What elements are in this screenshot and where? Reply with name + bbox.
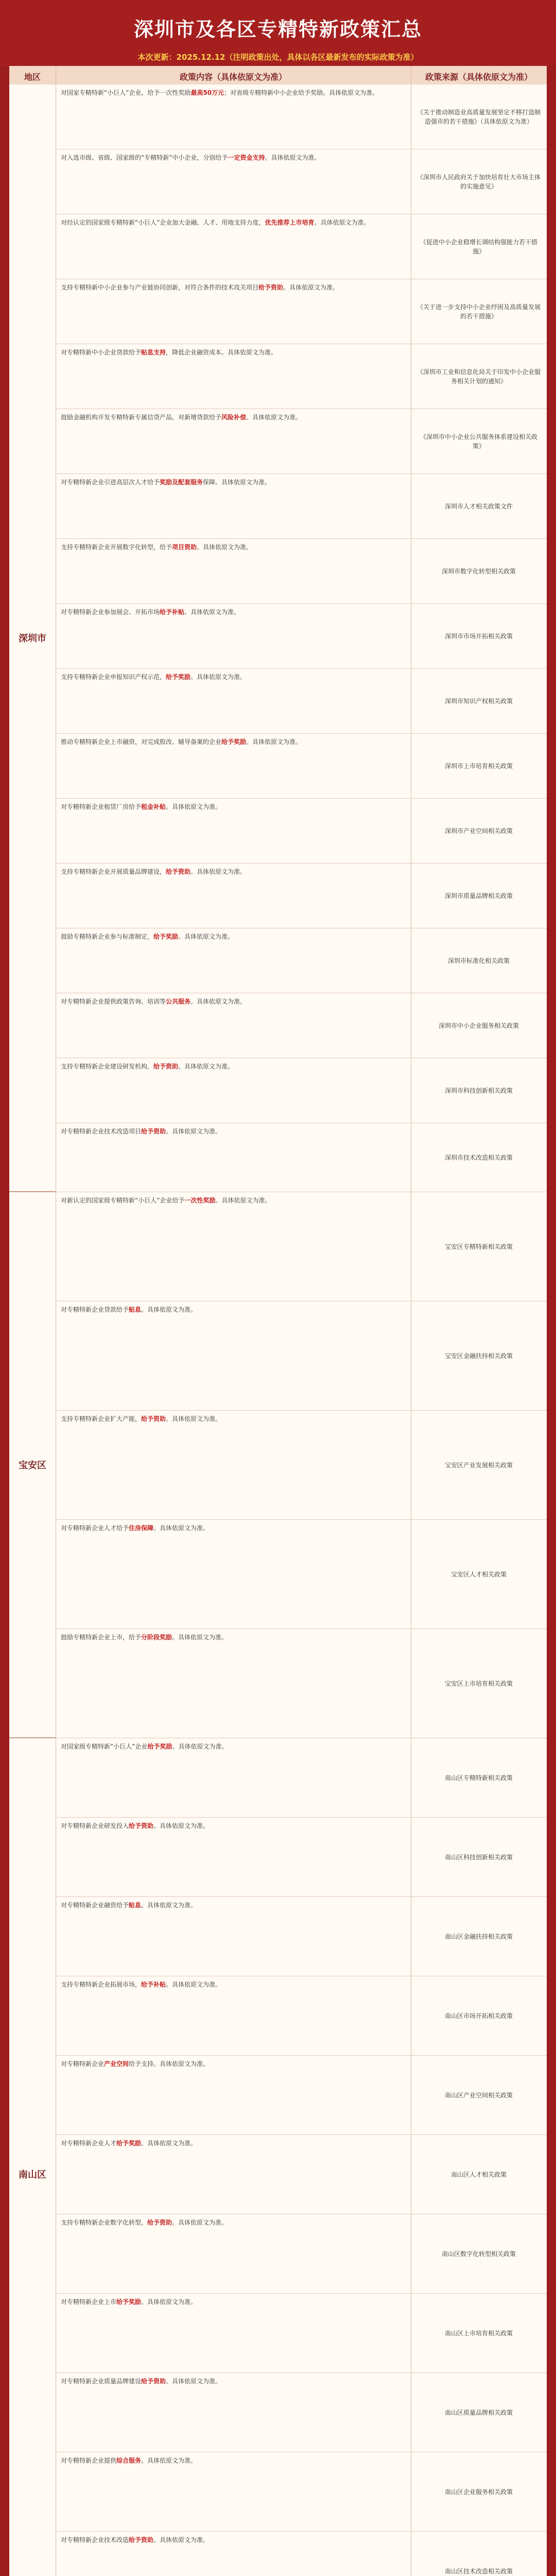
- policy-source: 南山区科技创新相关政策: [444, 1853, 513, 1861]
- policy-source: 宝安区产业发展相关政策: [444, 1461, 513, 1469]
- policy-row: [56, 1411, 547, 1520]
- policy-text: 鼓励专精特新企业参与标准制定，给予奖励。具体依原文为准。: [61, 933, 234, 940]
- policy-source: 南山区企业服务相关政策: [444, 2488, 513, 2496]
- policy-row: [56, 928, 547, 993]
- policy-source: 南山区市场开拓相关政策: [444, 2012, 513, 2020]
- policy-row: [56, 993, 547, 1058]
- header-source: 政策来源（具体依原文为准）: [425, 72, 532, 82]
- policy-source: 南山区专精特新相关政策: [444, 1774, 513, 1782]
- policy-text: 对国家专精特新“小巨人”企业，给予一次性奖励最高50万元；对省级专精特新中小企业给予奖励。具体依原文为准。: [61, 89, 379, 96]
- policy-text: 对专精特新企业引进高层次人才给予奖励及配套服务保障。具体依原文为准。: [61, 479, 271, 486]
- policy-highlight: 给予奖励: [116, 2140, 142, 2147]
- policy-highlight: 给予补贴: [141, 1981, 166, 1988]
- policy-source: 南山区金融扶持相关政策: [444, 1933, 513, 1940]
- policy-highlight: 租金补贴: [141, 803, 166, 810]
- policy-text: 对专精特新企业融资给予贴息。具体依原文为准。: [61, 1902, 197, 1909]
- policy-source: 南山区技术改造相关政策: [444, 2567, 513, 2575]
- policy-source: 《深圳市中小企业公共服务体系建设相关政策》: [420, 433, 537, 450]
- policy-source: 《深圳市工业和信息化局关于印发中小企业服务相关计划的通知》: [417, 368, 541, 385]
- region-cell: 深圳市: [9, 84, 56, 1192]
- policy-highlight: 一次性奖励: [184, 1197, 216, 1204]
- policy-row: [56, 539, 547, 604]
- policy-row: [56, 1520, 547, 1629]
- policy-text: 对专精特新企业租赁厂房给予租金补贴。具体依原文为准。: [61, 803, 222, 810]
- policy-table: [9, 66, 547, 2576]
- policy-source: 深圳市标准化相关政策: [447, 957, 510, 964]
- policy-source: 深圳市产业空间相关政策: [444, 827, 513, 835]
- policy-highlight: 公共服务: [166, 998, 191, 1005]
- policy-text: 对专精特新企业参加展会、开拓市场给予补贴。具体依原文为准。: [61, 608, 240, 616]
- page-title: 深圳市及各区专精特新政策汇总: [133, 18, 422, 41]
- policy-source: 南山区人才相关政策: [450, 2171, 507, 2178]
- policy-text: 对专精特新企业技术改造给予资助。具体依原文为准。: [61, 2536, 210, 2544]
- policy-text: 对专精特新企业人才给予奖励。具体依原文为准。: [61, 2140, 197, 2147]
- policy-text: 支持专精特新企业数字化转型，给予资助。具体依原文为准。: [61, 2219, 228, 2226]
- policy-text: 对专精特新中小企业贷款给予贴息支持，降低企业融资成本。具体依原文为准。: [61, 349, 277, 356]
- policy-highlight: 给予资助: [153, 1063, 179, 1070]
- policy-highlight: 分阶段奖励: [141, 1634, 172, 1641]
- policy-source: 深圳市市场开拓相关政策: [444, 632, 513, 640]
- policy-row: [56, 2214, 547, 2294]
- policy-row: [56, 1192, 547, 1301]
- policy-source: 南山区产业空间相关政策: [444, 2091, 513, 2099]
- policy-highlight: 给予资助: [147, 2219, 172, 2226]
- policy-source: 南山区上市培育相关政策: [444, 2329, 513, 2337]
- policy-text: 对国家级专精特新“小巨人”企业给予奖励。具体依原文为准。: [61, 1743, 228, 1750]
- policy-source: 宝安区金融扶持相关政策: [444, 1352, 513, 1360]
- policy-row: [56, 1629, 547, 1738]
- policy-source: 深圳市质量品牌相关政策: [444, 892, 513, 900]
- policy-row: [56, 1301, 547, 1411]
- policy-text: 支持专精特新中小企业参与产业链协同创新，对符合条件的技术攻关项目给予资助。具体依原文为准。: [61, 284, 339, 291]
- policy-highlight: 产业空间: [104, 2060, 129, 2067]
- policy-highlight: 给予资助: [141, 2378, 166, 2385]
- policy-highlight: 给予资助: [141, 1128, 166, 1135]
- policy-source: 《关于推动制造业高质量发展坚定不移打造制造强市的若干措施》（具体依原文为准）: [417, 108, 541, 125]
- policy-text: 对专精特新企业技术改造项目给予资助。具体依原文为准。: [61, 1128, 222, 1135]
- policy-text: 鼓励金融机构开发专精特新专属信贷产品，对新增贷款给予风险补偿。具体依原文为准。: [61, 414, 302, 421]
- policy-row: [56, 214, 547, 279]
- policy-row: [56, 2294, 547, 2373]
- policy-highlight: 给予奖励: [153, 933, 179, 940]
- policy-highlight: 贴息支持: [141, 349, 166, 356]
- policy-text: 支持专精特新企业建设研发机构，给予资助。具体依原文为准。: [61, 1063, 234, 1070]
- policy-highlight: 给予奖励: [147, 1743, 172, 1750]
- header-region: 地区: [24, 72, 41, 82]
- policy-source: 深圳市科技创新相关政策: [444, 1087, 513, 1094]
- policy-source: 深圳市技术改造相关政策: [444, 1154, 513, 1161]
- policy-text: 对专精特新企业研发投入给予资助。具体依原文为准。: [61, 1822, 210, 1829]
- policy-row: [56, 84, 547, 149]
- region-cell: 宝安区: [9, 1192, 56, 1738]
- policy-highlight: 最高50万元: [190, 89, 224, 96]
- table-header: [9, 66, 547, 84]
- policy-text: 对专精特新企业人才给予住房保障。具体依原文为准。: [61, 1524, 210, 1532]
- policy-highlight: 给予奖励: [221, 738, 247, 745]
- policy-text: 推动专精特新企业上市融资，对完成股改、辅导备案的企业给予奖励。具体依原文为准。: [61, 738, 302, 745]
- policy-source: 深圳市人才相关政策文件: [444, 502, 513, 510]
- policy-highlight: 给予资助: [141, 1415, 166, 1422]
- policy-source: 深圳市中小企业服务相关政策: [438, 1022, 519, 1029]
- banner: [0, 0, 556, 66]
- policy-row: [56, 1058, 547, 1123]
- policy-row: [56, 2373, 547, 2452]
- policy-highlight: 优先推荐上市培育: [265, 219, 315, 226]
- policy-row: [56, 2532, 547, 2576]
- policy-row: [56, 669, 547, 734]
- policy-highlight: 住房保障: [129, 1524, 154, 1532]
- policy-text: 对专精特新企业贷款给予贴息。具体依原文为准。: [61, 1306, 197, 1313]
- policy-text: 支持专精特新企业拓展市场，给予补贴。具体依原文为准。: [61, 1981, 222, 1988]
- policy-text: 对专精特新企业产业空间给予支持。具体依原文为准。: [61, 2060, 210, 2067]
- policy-row: [56, 863, 547, 928]
- policy-highlight: 给予资助: [129, 1822, 154, 1829]
- policy-text: 对入选市级、省级、国家级的“专精特新”中小企业，分别给予一定资金支持。具体依原文为准。: [61, 154, 321, 161]
- policy-row: [56, 2056, 547, 2135]
- policy-row: [56, 799, 547, 863]
- policy-row: [56, 2135, 547, 2214]
- policy-source: 宝安区专精特新相关政策: [444, 1243, 513, 1250]
- policy-text: 对专精特新企业质量品牌建设给予资助。具体依原文为准。: [61, 2378, 222, 2385]
- policy-source: 《关于进一步支持中小企业纾困及高质量发展的若干措施》: [417, 303, 541, 320]
- policy-row: [56, 279, 547, 344]
- policy-source: 南山区数字化转型相关政策: [441, 2250, 516, 2258]
- policy-source: 南山区质量品牌相关政策: [444, 2409, 513, 2416]
- policy-highlight: 项目资助: [172, 544, 197, 551]
- policy-row: [56, 409, 547, 474]
- policy-row: [56, 149, 547, 214]
- policy-highlight: 奖励及配套服务: [160, 479, 203, 486]
- policy-row: [56, 734, 547, 799]
- policy-text: 对新认定的国家级专精特新“小巨人”企业给予一次性奖励。具体依原文为准。: [61, 1197, 271, 1204]
- policy-row: [56, 1818, 547, 1897]
- header-policy: 政策内容（具体依原文为准）: [179, 72, 287, 82]
- policy-highlight: 给予补贴: [160, 608, 185, 616]
- policy-row: [56, 344, 547, 409]
- policy-row: [56, 474, 547, 539]
- policy-highlight: 给予资助: [258, 284, 284, 291]
- policy-row: [56, 604, 547, 669]
- policy-row: [56, 2452, 547, 2532]
- policy-source: 《促进中小企业稳增长调结构强能力若干措施》: [420, 238, 537, 255]
- region-cell: 南山区: [9, 1738, 56, 2576]
- policy-text: 对专精特新企业提供政策咨询、培训等公共服务。具体依原文为准。: [61, 998, 247, 1005]
- policy-row: [56, 1897, 547, 1976]
- update-note: 本次更新：2025.12.12（注明政策出处，具体以各区最新发布的实际政策为准）: [137, 53, 419, 62]
- policy-highlight: 一定资金支持: [228, 154, 265, 161]
- policy-row: [56, 1976, 547, 2056]
- policy-text: 对专精特新企业提供综合服务。具体依原文为准。: [61, 2457, 197, 2464]
- policy-text: 对专精特新企业上市给予奖励。具体依原文为准。: [61, 2298, 197, 2306]
- policy-highlight: 给予奖励: [166, 673, 191, 681]
- policy-text: 支持专精特新企业申报知识产权示范，给予奖励。具体依原文为准。: [61, 673, 247, 681]
- policy-highlight: 给予资助: [166, 868, 191, 875]
- policy-row: [56, 1738, 547, 1818]
- policy-text: 支持专精特新企业开展质量品牌建设，给予资助。具体依原文为准。: [61, 868, 247, 875]
- policy-source: 宝安区人才相关政策: [450, 1570, 507, 1578]
- policy-highlight: 风险补偿: [221, 414, 247, 421]
- policy-highlight: 贴息: [129, 1306, 142, 1313]
- policy-source: 深圳市上市培育相关政策: [444, 762, 513, 770]
- policy-source: 深圳市知识产权相关政策: [444, 697, 513, 705]
- policy-row: [56, 1123, 547, 1192]
- policy-text: 鼓励专精特新企业上市，给予分阶段奖励。具体依原文为准。: [61, 1634, 228, 1641]
- policy-highlight: 给予奖励: [116, 2298, 142, 2306]
- policy-highlight: 综合服务: [116, 2457, 142, 2464]
- policy-text: 支持专精特新企业扩大产能，给予资助。具体依原文为准。: [61, 1415, 222, 1422]
- policy-highlight: 给予资助: [129, 2536, 154, 2544]
- policy-source: 《深圳市人民政府关于加快培育壮大市场主体的实施意见》: [417, 173, 541, 190]
- policy-text: 支持专精特新企业开展数字化转型，给予项目资助。具体依原文为准。: [61, 544, 253, 551]
- policy-source: 深圳市数字化转型相关政策: [441, 567, 516, 575]
- policy-text: 对经认定的国家级专精特新“小巨人”企业加大金融、人才、用地支持力度，优先推荐上市培育。具体依原文为准。: [61, 219, 370, 226]
- policy-source: 宝安区上市培育相关政策: [444, 1680, 513, 1687]
- policy-highlight: 贴息: [129, 1902, 142, 1909]
